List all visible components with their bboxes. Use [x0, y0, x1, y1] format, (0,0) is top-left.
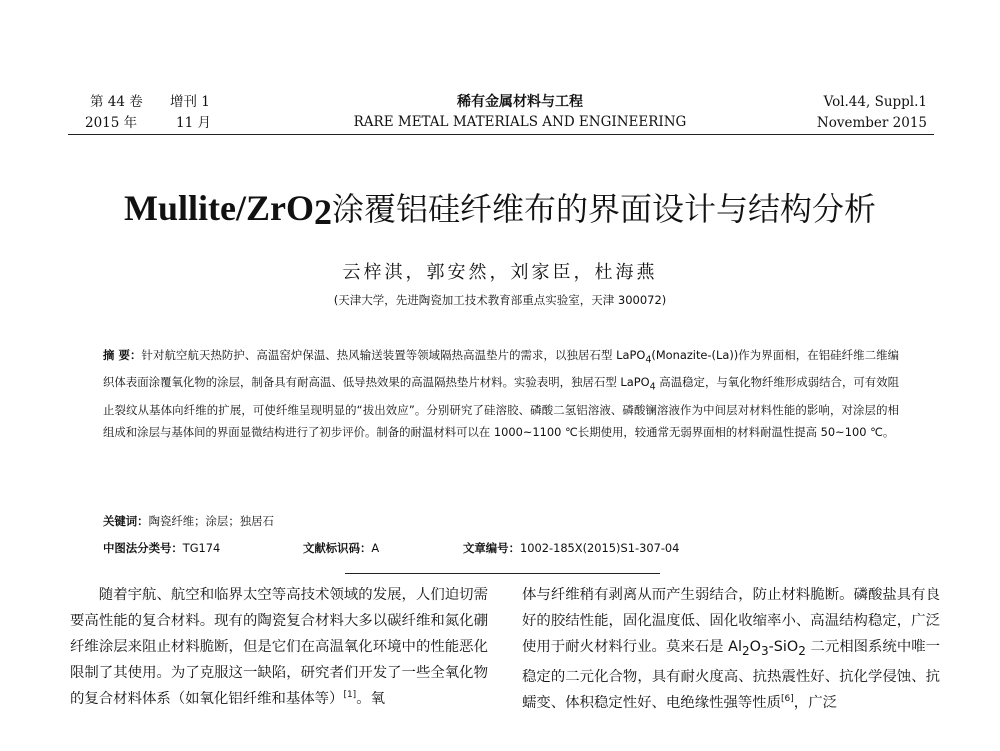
col2-text-c: -SiO	[768, 639, 799, 655]
paper-title	[0, 186, 1000, 234]
article-no-label: 文章编号：	[463, 541, 520, 555]
col2-citation: [6]	[781, 693, 794, 704]
clc-label: 中图法分类号：	[103, 541, 183, 555]
body-column-right	[522, 582, 940, 716]
header-year: 2015 年	[85, 115, 138, 131]
abstract-text-b: (Monazite-(La))作为界面相，在铝硅纤维二维编织体表面涂覆氧化物的涂层，制备具有耐高温、低导热效果的高温隔热垫片材料。实验表明，独居石型 LaPO	[103, 348, 900, 390]
abstract	[103, 344, 899, 443]
authors: 云梓淇，郭安然，刘家臣，杜海燕	[342, 262, 658, 283]
col1-text-b: 。氧	[356, 691, 385, 707]
col2-sub-2: 3	[760, 643, 769, 658]
abstract-label: 摘 要：	[103, 348, 142, 362]
abstract-divider	[345, 573, 660, 574]
doc-code-label: 文献标识码：	[303, 541, 372, 555]
classification-line	[103, 540, 899, 556]
journal-title-cn: 稀有金属材料与工程	[457, 94, 583, 110]
keywords-text: 陶瓷纤维；涂层；独居石	[148, 514, 274, 528]
abstract-text-c: 高温稳定，与氧化物纤维形成弱结合，可有效阻止裂纹从基体向纤维的扩展，可使纤维呈现明显的“拔出效应”。分别研究了硅溶胶、磷酸二氢铝溶液、磷酸镧溶液作为中间层对材料性能的影响，对涂层的相组成和涂层与基体间的界面显微结构进行了初步评价。制备的耐温材料可以在 1000~1100 ℃长期使用，较通常无弱界面相的材料耐温性提高 50~100 ℃。	[103, 375, 899, 439]
col2-text-d: 二元相图系统中唯一稳定的二元化合物，具有耐火度高、抗热震性好、抗化学侵蚀、抗蠕变、体积稳定性好、电绝缘性强等性质	[522, 639, 941, 711]
clc-value: TG174	[182, 541, 221, 555]
abstract-text-a: 针对航空航天热防护、高温窑炉保温、热风输送装置等领域隔热高温垫片的需求，以独居石型 LaPO	[141, 348, 646, 362]
body-column-left	[70, 582, 488, 712]
doc-code-value: A	[371, 541, 380, 555]
title-chinese: 涂覆铝硅纤维布的界面设计与结构分析	[331, 190, 876, 228]
keywords	[103, 513, 274, 529]
header-date-en: November 2015	[816, 115, 927, 131]
col2-text-a: 体与纤维稍有剥离从而产生弱结合，防止材料脆断。磷酸盐具有良好的胶结性能，固化温度低、固化收缩率小、高温结构稳定，广泛使用于耐火材料行业。莫来石是 Al	[522, 587, 940, 655]
abstract-sub-1: 4	[645, 354, 652, 366]
title-subscript: 2	[313, 192, 332, 232]
col1-text-a: 随着宇航、航空和临界太空等高技术领域的发展，人们迫切需要高性能的复合材料。现有的陶瓷复合材料大多以碳纤维和氮化硼纤维涂层来阻止材料脆断，但是它们在高温氧化环境中的性能恶化限制了其使用。为了克服这一缺陷，研究者们开发了一些全氧化物的复合材料体系（如氧化铝纤维和基体等）	[70, 587, 488, 707]
abstract-sub-2: 4	[649, 381, 656, 393]
article-no-value: 1002-185X(2015)S1-307-04	[519, 541, 680, 555]
header-issue: 增刊 1	[170, 94, 210, 110]
header-rule	[68, 134, 934, 135]
header-month: 11 月	[176, 115, 211, 131]
keywords-label: 关键词：	[103, 514, 149, 528]
col2-text-b: O	[749, 639, 761, 655]
header-vol-en: Vol.44, Suppl.1	[823, 94, 927, 110]
col2-text-e: ，广泛	[793, 694, 837, 711]
col2-sub-3: 2	[798, 643, 806, 658]
affiliation: (天津大学，先进陶瓷加工技术教育部重点实验室，天津 300072)	[333, 293, 667, 307]
header-volume: 第 44 卷	[90, 94, 143, 110]
col2-sub-1: 2	[741, 643, 750, 658]
title-latin: Mullite/ZrO	[124, 188, 314, 228]
journal-title-en: RARE METAL MATERIALS AND ENGINEERING	[353, 114, 687, 130]
col1-citation: [1]	[343, 690, 357, 700]
